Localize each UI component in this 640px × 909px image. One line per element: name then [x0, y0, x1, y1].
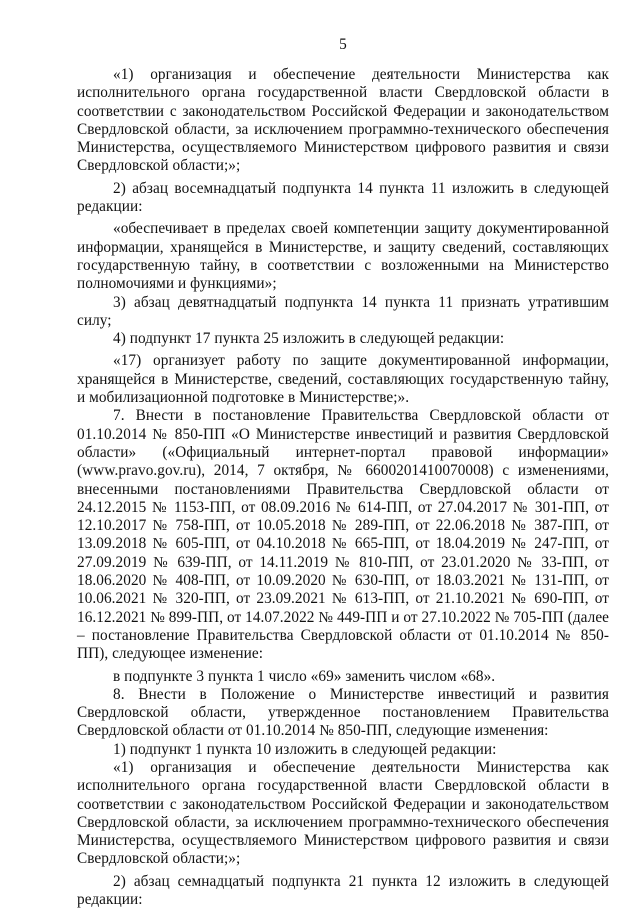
paragraph-item-1-text: «1) организация и обеспечение деятельности Министерства как исполнительного органа государственной власти Свердловской области в соответствии с законодательством Российской Федерации и законодательством Свердловской области, за исключением программно-технического обеспечения Министерства, осуществляемого Министерством цифрового развития и связи Свердловской области;»;: [77, 66, 609, 175]
paragraph-item-17-text: «17) организует работу по защите документированной информации, хранящейся в Министерстве, сведений, составляющих государственную тайну, и мобилизационной подготовке в Министерстве;».: [77, 352, 609, 407]
paragraph-section-7-change: в подпункте 3 пункта 1 число «69» заменить числом «68».: [113, 667, 496, 685]
page-number: 5: [339, 36, 347, 53]
paragraph-section-7: 7. Внести в постановление Правительства Свердловской области от 01.10.2014 № 850-ПП «О Министерстве инвестиций и развития Свердловской области» («Официальный интернет-портал правовой информации» (www.pravo.gov.ru), 2014, 7 октября, № 6600201410070008) с изменениями, внесенными постановлениями Правительства Свердловской области от 24.12.2015 № 1153-ПП, от 08.09.2016 № 614-ПП, от 27.04.2017 № 301-ПП, от 12.10.2017 № 758-ПП, от 10.05.2018 № 289-ПП, от 22.06.2018 № 387-ПП, от 13.09.2018 № 605-ПП, от 04.10.2018 № 665-ПП, от 18.04.2019 № 247-ПП, от 27.09.2019 № 639-ПП, от 14.11.2019 № 810-ПП, от 23.01.2020 № 33-ПП, от 18.06.2020 № 408-ПП, от 10.09.2020 № 630-ПП, от 18.03.2021 № 131-ПП, от 10.06.2021 № 320-ПП, от 23.09.2021 № 613-ПП, от 21.10.2021 № 690-ПП, от 16.12.2021 № 899-ПП, от 14.07.2022 № 449-ПП и от 27.10.2022 № 705-ПП (далее – постановление Правительства Свердловской области от 01.10.2014 № 850-ПП), следующее изменение:: [77, 407, 609, 663]
paragraph-quoted-paragraph: «обеспечивает в пределах своей компетенции защиту документированной информации, хранящейся в Министерстве, и защиту сведений, составляющих государственную тайну, в соответствии с возложенными на Министерство полномочиями и функциями»;: [77, 220, 609, 293]
paragraph-item-4-instruction: 4) подпункт 17 пункта 25 изложить в следующей редакции:: [113, 330, 505, 348]
paragraph-item-2-instruction: 2) абзац восемнадцатый подпункта 14 пункта 11 изложить в следующей редакции:: [77, 179, 609, 216]
paragraph-section-8-item-1: 1) подпункт 1 пункта 10 изложить в следующей редакции:: [113, 740, 497, 758]
paragraph-item-3-instruction: 3) абзац девятнадцатый подпункта 14 пункта 11 признать утратившим силу;: [77, 293, 609, 329]
paragraph-section-8-item-2: 2) абзац семнадцатый подпункта 21 пункта 12 изложить в следующей редакции:: [77, 872, 609, 909]
paragraph-section-8-item-1-text: «1) организация и обеспечение деятельности Министерства как исполнительного органа государственной власти Свердловской области в соответствии с законодательством Российской Федерации и законодательством Свердловской области, за исключением программно-технического обеспечения Министерства, осуществляемого Министерством цифрового развития и связи Свердловской области;»;: [77, 758, 609, 868]
paragraph-section-8: 8. Внести в Положение о Министерстве инвестиций и развития Свердловской области, утвержденное постановлением Правительства Свердловской области от 01.10.2014 № 850-ПП, следующие изменения:: [77, 685, 609, 740]
